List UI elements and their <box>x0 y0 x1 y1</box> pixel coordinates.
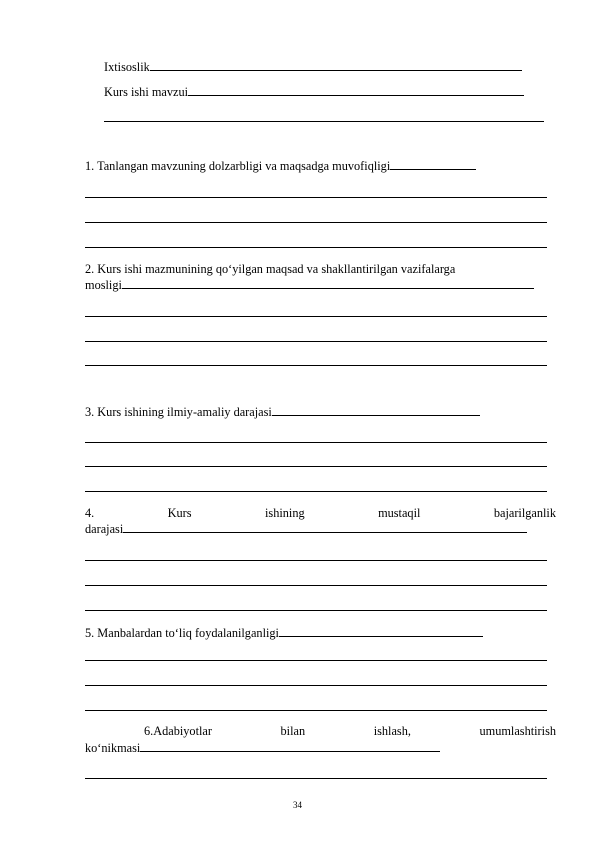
section-6-word: umumlashtirish <box>479 724 556 738</box>
section-1-answer-line[interactable] <box>85 222 547 223</box>
section-2-answer-line[interactable] <box>85 316 547 317</box>
section-4-answer-line[interactable] <box>85 585 547 586</box>
section-3-heading <box>85 403 480 419</box>
section-1-blank[interactable] <box>390 157 476 170</box>
section-4-answer-line[interactable] <box>85 610 547 611</box>
section-4-heading-line-1 <box>85 506 556 520</box>
section-4-answer-line[interactable] <box>85 560 547 561</box>
mavzu-line <box>104 83 524 99</box>
section-1-answer-line[interactable] <box>85 197 547 198</box>
section-3-answer-line[interactable] <box>85 466 547 467</box>
section-6-answer-line[interactable] <box>85 778 547 779</box>
page-number: 34 <box>293 800 302 810</box>
section-6-heading-line-2 <box>85 739 440 755</box>
section-5-answer-line[interactable] <box>85 685 547 686</box>
section-2-blank[interactable] <box>122 276 534 289</box>
section-2-answer-line[interactable] <box>85 341 547 342</box>
section-3-blank[interactable] <box>272 403 480 416</box>
section-3-label: 3. Kurs ishining ilmiy-amaliy darajasi <box>85 405 272 419</box>
section-4-word: Kurs <box>167 506 192 520</box>
section-4-word: mustaqil <box>378 506 421 520</box>
ixtisoslik-blank[interactable] <box>150 58 522 71</box>
section-2-heading-line-1 <box>85 262 455 276</box>
section-3-answer-line[interactable] <box>85 442 547 443</box>
section-4-blank[interactable] <box>123 520 527 533</box>
section-4-word: 4. <box>85 506 95 520</box>
mavzu-continuation-line[interactable] <box>104 121 544 122</box>
section-6-word: 6.Adabiyotlar <box>144 724 212 738</box>
section-4-heading-line-2 <box>85 520 527 536</box>
section-6-blank[interactable] <box>140 739 440 752</box>
section-2-answer-line[interactable] <box>85 365 547 366</box>
section-5-answer-line[interactable] <box>85 660 547 661</box>
section-1-heading <box>85 157 476 173</box>
mavzu-blank[interactable] <box>188 83 524 96</box>
section-5-answer-line[interactable] <box>85 710 547 711</box>
section-3-answer-line[interactable] <box>85 491 547 492</box>
section-5-label: 5. Manbalardan to‘liq foydalanilganligi <box>85 626 279 640</box>
section-5-blank[interactable] <box>279 624 483 637</box>
section-2-label: 2. Kurs ishi mazmunining qo‘yilgan maqsad va shakllantirilgan vazifalarga <box>85 262 456 276</box>
section-5-heading <box>85 624 483 640</box>
section-2-label-cont: mosligi <box>85 278 122 292</box>
mavzu-label: Kurs ishi mavzui <box>104 85 189 99</box>
section-1-label: 1. Tanlangan mavzuning dolzarbligi va maqsadga muvofiqligi <box>85 159 391 173</box>
section-4-word: bajarilganlik <box>493 506 556 520</box>
section-4-word: ishining <box>265 506 305 520</box>
section-4-label-cont: darajasi <box>85 522 124 536</box>
section-6-label-cont: ko‘nikmasi <box>85 741 141 755</box>
section-6-word: bilan <box>280 724 306 738</box>
section-1-answer-line[interactable] <box>85 247 547 248</box>
section-6-word: ishlash, <box>373 724 411 738</box>
section-6-heading-line-1 <box>144 724 556 738</box>
ixtisoslik-label: Ixtisoslik <box>104 60 150 74</box>
section-2-heading-line-2 <box>85 276 534 292</box>
ixtisoslik-line <box>104 58 522 74</box>
